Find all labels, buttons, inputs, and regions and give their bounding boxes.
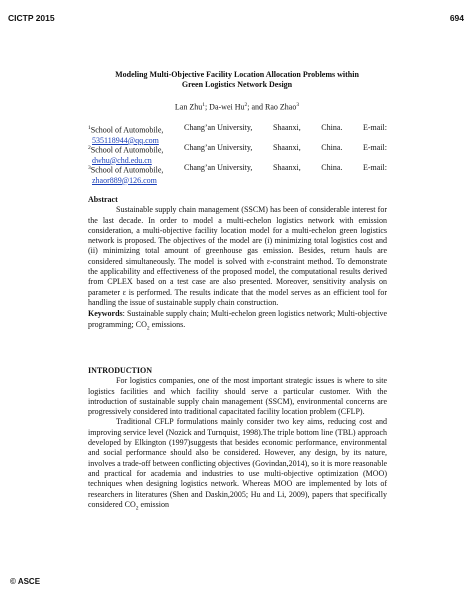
affiliation-school: School of Automobile,: [90, 145, 164, 155]
paragraph-end: emission: [138, 499, 169, 509]
affiliation-superscript: 2: [88, 145, 91, 151]
keywords-text: : Sustainable supply chain; Multi-echelon green logistics network; Multi-objective programming; CO: [88, 309, 387, 329]
abstract-text: Sustainable supply chain management (SSCM) has been of considerable interest for the last decade. In order to model a multi-echelon logistics network with emission consideration, a multi-objective facility location model for a multi-echelon green logistics network is proposed. The objectives of the model are (i) minimizing total logistics cost and (ii) minimizing total amount of greenhouse gas emission. Besides, return hauls are considered simultaneously. The model is solved with ε-constraint method. To demonstrate the applicability and effectiveness of the proposed model, the computational results derived from CPLEX based on a test case are also presented. Moreover, sensitivity analysis on parameter ε is performed. The results indicate that the model serves as an efficient tool for handling the issue of sustainable supply chain construction.: [88, 205, 387, 307]
page-number: 694: [449, 13, 464, 23]
keywords: [88, 309, 387, 333]
author-name: Lan Zhu: [174, 102, 203, 112]
introduction-paragraph: For logistics companies, one of the most important strategic issues is where to site logistics facilities and which facility should serve a particular customer. With the introduction of sustainable supply chain management (SSCM), environmental concerns are progressively considered into traditional capacitated facility location problem (CFLP).: [88, 376, 387, 417]
affiliation-university: Chang’an University,: [184, 143, 253, 152]
affiliation-province: Shaanxi,: [272, 143, 301, 152]
introduction-section: [88, 366, 387, 514]
keywords-end: emissions.: [149, 319, 186, 329]
affiliation-email-label: E-mail:: [362, 143, 387, 152]
paper-title: [40, 70, 434, 90]
paragraph-subscript: 2: [135, 505, 139, 512]
affiliation-university: Chang’an University,: [184, 163, 253, 172]
affiliation-school: School of Automobile,: [90, 125, 164, 135]
affiliation-school: School of Automobile,: [90, 165, 164, 175]
publisher-footer: © ASCE: [10, 577, 41, 586]
affiliation-superscript: 3: [88, 165, 91, 171]
email-link[interactable]: dwhu@chd.edu.cn: [92, 155, 152, 165]
affiliation-province: Shaanxi,: [272, 123, 301, 132]
author-name: ; Da-wei Hu: [204, 102, 245, 112]
author-superscript: 2: [244, 102, 248, 108]
affiliation-superscript: 1: [88, 125, 91, 131]
email-link[interactable]: 535118944@qq.com: [92, 135, 159, 145]
title-line: Green Logistics Network Design: [181, 80, 293, 89]
affiliation-university: Chang’an University,: [184, 123, 253, 132]
paragraph-text: Traditional CFLP formulations mainly consider two key aims, reducing cost and improving service level (Nozick and Turnquist, 1998).The triple bottom line (TBL) approach developed by Elkington (1997)suggests that besides economic performance, environmental and social performance should also be considered. However, any design, by its nature, involves a trade-off between conflicting objectives (Govindan,2014), so it is more reasonable and practical for academia and industries to use multi-objective optimization (MOO) techniques when designing logistics network. Whereas MOO are implemented by lots of researchers in literatures (Shen and Daskin,2005; Hu and Li, 2009), papers that specifically considered CO: [88, 417, 387, 509]
affiliation-country: China.: [321, 123, 343, 132]
abstract-heading: Abstract: [88, 195, 118, 204]
affiliation-3: [88, 163, 387, 186]
author-list: [40, 100, 434, 113]
affiliation-email-label: E-mail:: [362, 163, 387, 172]
keywords-label: Keywords: [88, 309, 123, 319]
introduction-paragraph: [88, 417, 387, 513]
affiliation-email-label: E-mail:: [362, 123, 387, 132]
author-name: ; and Rao Zhao: [247, 102, 297, 112]
author-superscript: 3: [296, 102, 300, 108]
author-superscript: 1: [202, 102, 205, 108]
affiliation-province: Shaanxi,: [272, 163, 301, 172]
title-line: Modeling Multi-Objective Facility Location Allocation Problems within: [115, 70, 359, 79]
affiliation-country: China.: [321, 143, 343, 152]
keywords-subscript: 2: [146, 325, 150, 332]
introduction-heading: INTRODUCTION: [88, 366, 153, 375]
email-link[interactable]: zhaor889@126.com: [92, 175, 157, 185]
abstract-section: [88, 195, 387, 333]
conference-header: CICTP 2015: [8, 13, 55, 23]
affiliation-country: China.: [321, 163, 343, 172]
